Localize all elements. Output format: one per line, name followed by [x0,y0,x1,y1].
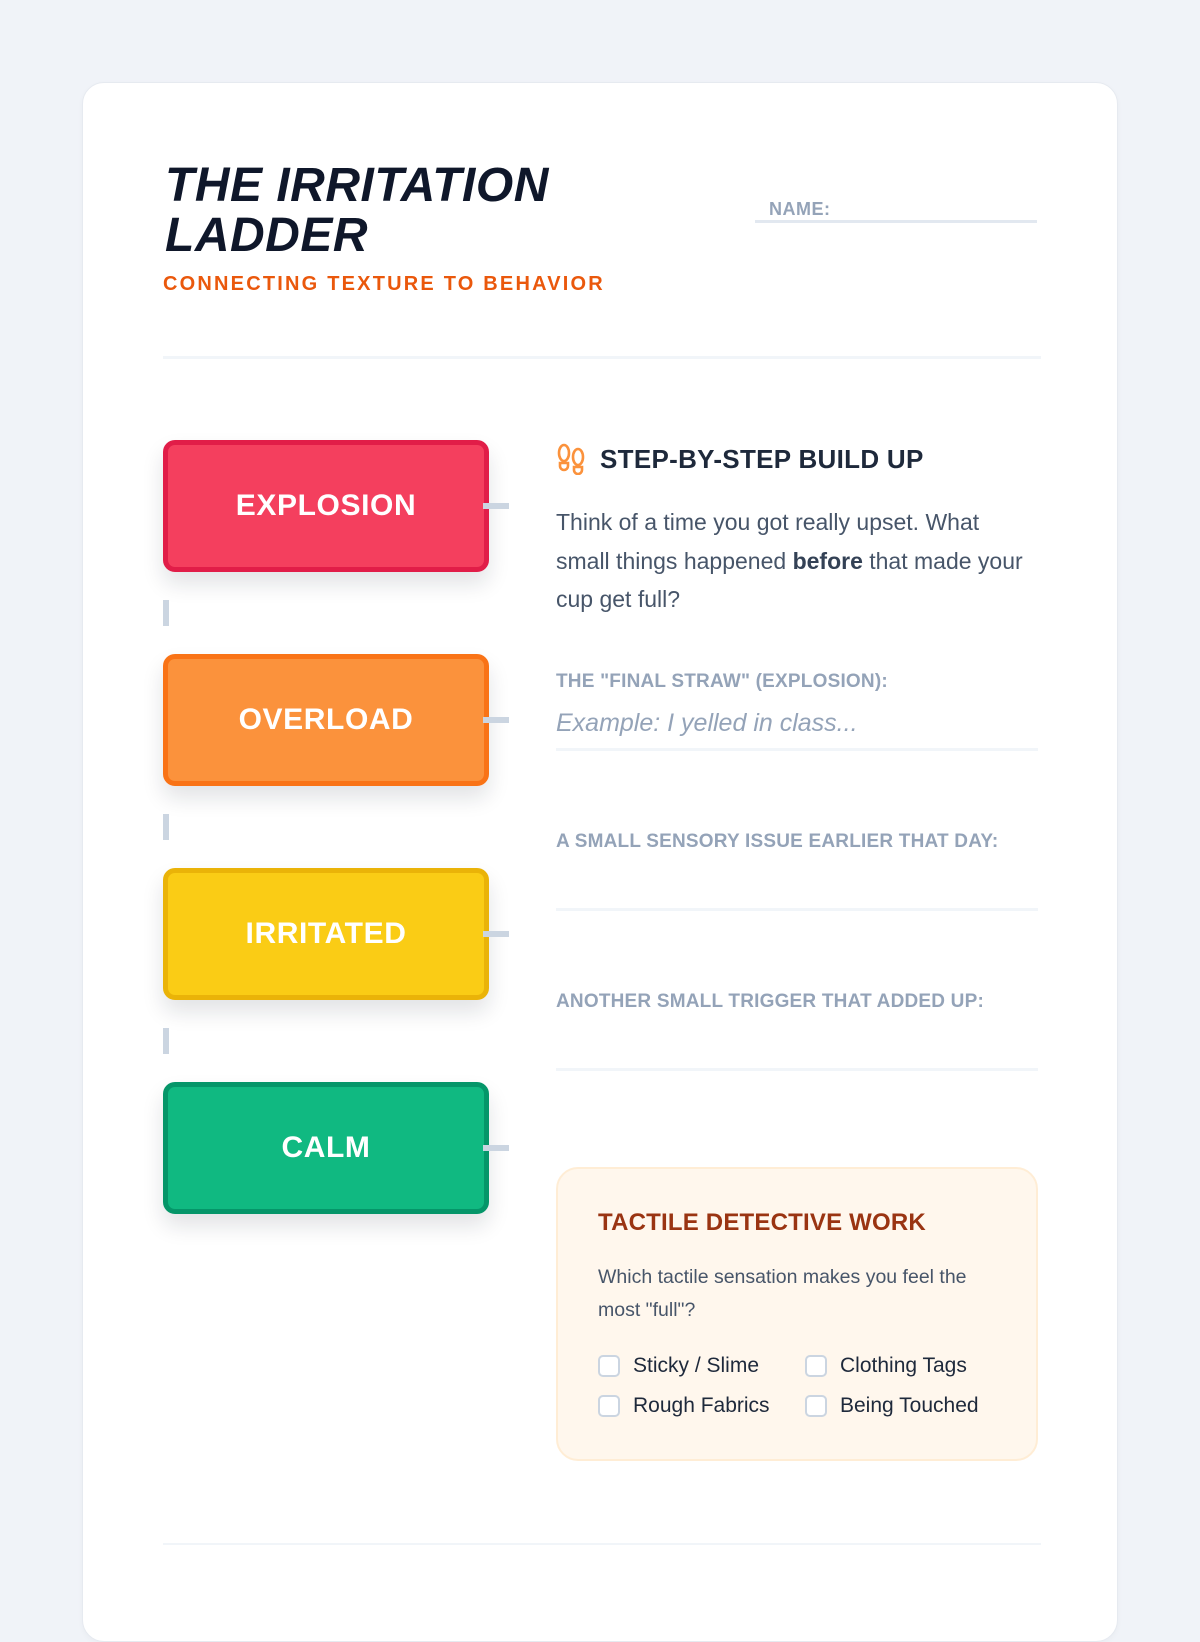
instructions-part: that made your cup get full? [556,547,1023,612]
option-label: Clothing Tags [840,1354,967,1377]
option-label: Being Touched [840,1394,979,1417]
ladder-rung-label: EXPLOSION [235,489,417,522]
page-subtitle: CONNECTING TEXTURE TO BEHAVIOR [163,273,605,295]
ladder-rung-irritated [163,868,489,1000]
ladder-rung-label: OVERLOAD [238,703,414,736]
option-clothing-tags[interactable] [805,1354,967,1378]
checkbox[interactable] [805,1355,827,1377]
detective-title: TACTILE DETECTIVE WORK [598,1209,926,1236]
rung-connector [483,717,509,723]
trigger-label: ANOTHER SMALL TRIGGER THAT ADDED UP: [556,991,985,1012]
section-title: STEP-BY-STEP BUILD UP [600,443,924,474]
instructions-text [556,503,1036,619]
option-rough-fabrics[interactable] [598,1394,770,1418]
tactile-detective-box [556,1167,1038,1461]
header-divider [163,356,1041,359]
worksheet-card [82,82,1118,1642]
sensory-issue-label: A SMALL SENSORY ISSUE EARLIER THAT DAY: [556,831,999,852]
option-being-touched[interactable] [805,1394,979,1418]
trigger-input[interactable] [556,1019,1038,1071]
ladder-rung-overload [163,654,489,786]
final-straw-input[interactable] [556,699,1038,751]
sensory-issue-input[interactable] [556,859,1038,911]
instructions-emphasis: before [792,547,863,574]
checkbox[interactable] [805,1395,827,1417]
ladder-gap [163,814,169,840]
ladder-rung-explosion [163,440,489,572]
name-label: NAME: [769,199,831,219]
rung-connector [483,1145,509,1151]
footer-divider [163,1543,1041,1545]
option-label: Rough Fabrics [633,1394,770,1417]
option-sticky-slime[interactable] [598,1354,759,1378]
checkbox[interactable] [598,1355,620,1377]
footprints-icon [556,443,586,475]
detective-question: Which tactile sensation makes you feel the most "full"? [598,1266,967,1321]
ladder-rung-label: IRRITATED [245,917,407,950]
final-straw-label: THE "FINAL STRAW" (EXPLOSION): [556,671,888,692]
page-title: THE IRRITATION LADDER [165,159,549,262]
instructions-part: Think of a time you got really upset. What small things happened [556,509,980,574]
checkbox[interactable] [598,1395,620,1417]
option-label: Sticky / Slime [633,1354,760,1377]
ladder-rung-label: CALM [281,1131,371,1164]
ladder-gap [163,1028,169,1054]
rung-connector [483,503,509,509]
section-header [556,443,924,475]
ladder-gap [163,600,169,626]
name-field[interactable] [755,183,1037,223]
ladder-rung-calm [163,1082,489,1214]
rung-connector [483,931,509,937]
